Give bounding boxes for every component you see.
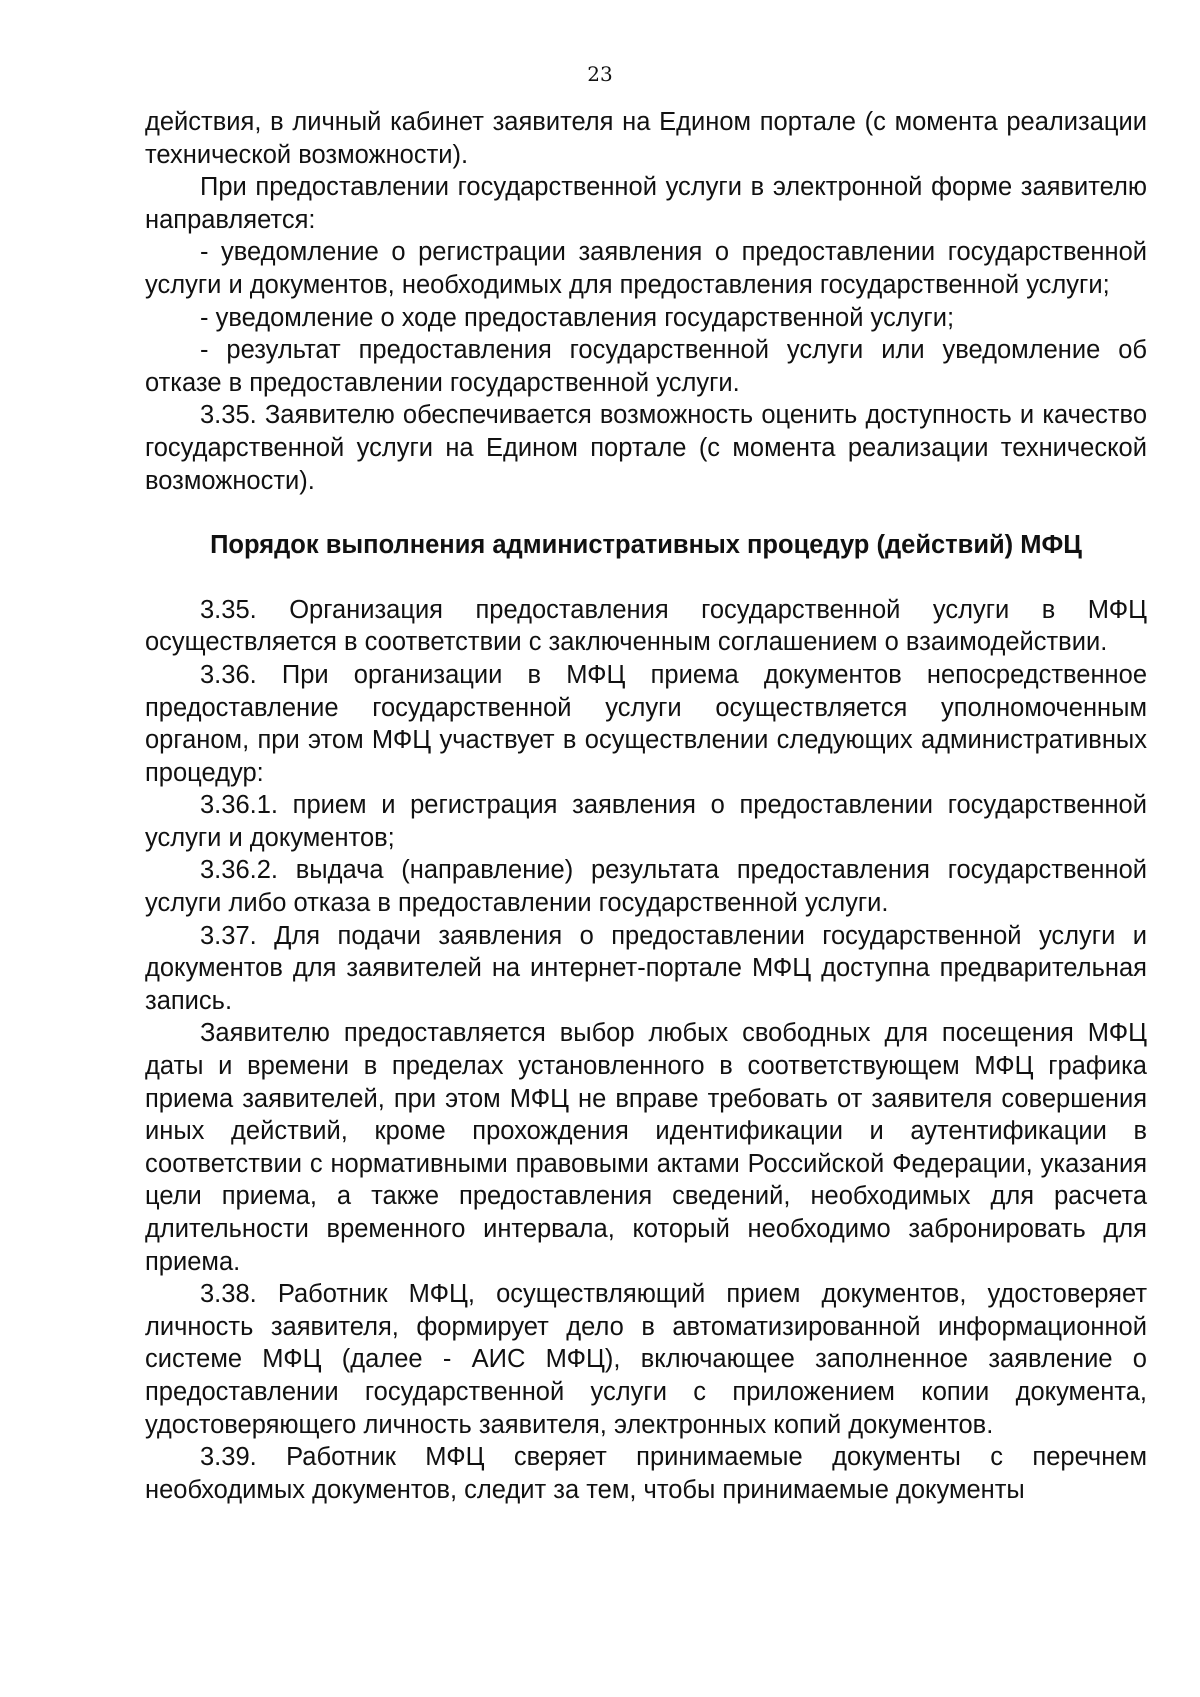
paragraph-3-39: 3.39. Работник МФЦ сверяет принимаемые документы с перечнем необходимых документов, следит за тем, чтобы принимаемые документы: [145, 1443, 1147, 1504]
paragraph: При предоставлении государственной услуги в электронной форме заявителю направляется:: [145, 173, 1147, 234]
paragraph-3-37: 3.37. Для подачи заявления о предоставлении государственной услуги и документов для заявителей на интернет-портале МФЦ доступна предварительная запись.: [145, 921, 1147, 1015]
page-number: 23: [587, 62, 613, 86]
paragraph-3-35-organization: 3.35. Организация предоставления государственной услуги в МФЦ осуществляется в соответствии с заключенным соглашением о взаимодействии.: [145, 595, 1147, 657]
section-heading: Порядок выполнения административных процедур (действий) МФЦ: [210, 531, 1082, 560]
list-item: - результат предоставления государственной услуги или уведомление об отказе в предоставлении государственной услуги.: [145, 336, 1147, 397]
paragraph-3-36-2: 3.36.2. выдача (направление) результата предоставления государственной услуги либо отказа в предоставлении государственной услуги.: [145, 856, 1147, 918]
paragraph-continuation: действия, в личный кабинет заявителя на Едином портале (с момента реализации технической возможности).: [145, 108, 1147, 169]
paragraph-3-36: 3.36. При организации в МФЦ приема документов непосредственное предоставление государственной услуги осуществляется уполномоченным органом, при этом МФЦ участвует в осуществлении следующих административных процедур:: [145, 660, 1147, 787]
document-body: [145, 106, 1147, 1506]
paragraph-appointment-choice: Заявителю предоставляется выбор любых свободных для посещения МФЦ даты и времени в пределах установленного в соответствующем МФЦ графика приема заявителей, при этом МФЦ не вправе требовать от заявителя совершения иных действий, кроме прохождения идентификации и аутентификации в соответствии с нормативными правовыми актами Российской Федерации, указания цели приема, а также предоставления сведений, необходимых для расчета длительности временного интервала, который необходимо забронировать для приема.: [145, 1019, 1147, 1276]
paragraph-3-36-1: 3.36.1. прием и регистрация заявления о предоставлении государственной услуги и документов;: [145, 791, 1147, 852]
list-item: - уведомление о ходе предоставления государственной услуги;: [200, 303, 955, 332]
paragraph-3-35-quality: 3.35. Заявителю обеспечивается возможность оценить доступность и качество государственной услуги на Едином портале (с момента реализации технической возможности).: [145, 401, 1147, 495]
list-item: - уведомление о регистрации заявления о предоставлении государственной услуги и документов, необходимых для предоставления государственной услуги;: [145, 238, 1147, 299]
paragraph-3-38: 3.38. Работник МФЦ, осуществляющий прием документов, удостоверяет личность заявителя, формирует дело в автоматизированной информационной системе МФЦ (далее - АИС МФЦ), включающее заполненное заявление о предоставлении государственной услуги с приложением копии документа, удостоверяющего личность заявителя, электронных копий документов.: [145, 1280, 1147, 1439]
